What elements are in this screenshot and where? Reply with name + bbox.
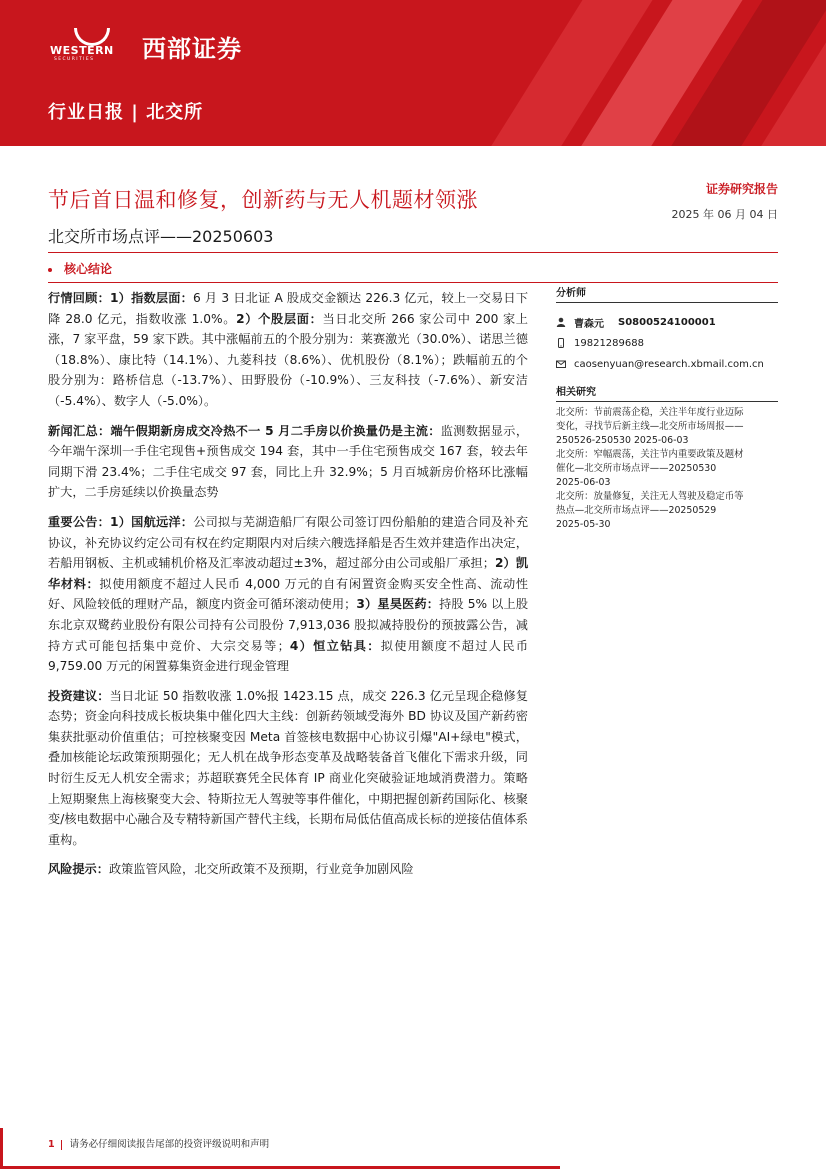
logo-cn: 西部证券 [142, 34, 242, 63]
sidebar [556, 284, 778, 532]
paragraph-lead: 行情回顾： [48, 291, 110, 305]
corner-decor [0, 1128, 3, 1169]
body-paragraph [48, 512, 528, 677]
page-number: 1 [48, 1139, 55, 1150]
paragraph-subheading: 2）个股层面： [236, 311, 323, 326]
logo-en: WESTERN [50, 44, 114, 57]
paragraph-subheading: 4）恒立钻具： [289, 638, 381, 653]
report-date: 2025 年 06 月 04 日 [671, 208, 778, 221]
report-category: 行业日报 | 北交所 [48, 102, 204, 123]
body-paragraph [48, 686, 528, 851]
analyst-phone: 19821289688 [574, 337, 644, 349]
report-subtitle: 北交所市场点评——20250603 [48, 227, 274, 246]
analyst-cert: S0800524100001 [618, 316, 716, 328]
paragraph-text: 持股 5% 以上股东北京双鹭药业股份有限公司持有公司股份 7,913,036 股拟减持股份的预披露公告，减持方式可能包括集中竞价、大宗交易等； [48, 597, 529, 653]
bullet-icon [48, 268, 52, 272]
related-line: 北交所：放量修复，关注无人驾驶及稳定币等 [556, 491, 744, 502]
analyst-block [556, 313, 778, 373]
paragraph-text: 政策监管风险，北交所政策不及预期，行业竞争加剧风险 [108, 862, 414, 877]
body-paragraph [48, 421, 528, 503]
paragraph-lead: 重要公告： [48, 514, 111, 529]
analyst-name: 曹森元 [574, 318, 604, 330]
phone-icon [556, 338, 566, 348]
footer [48, 1136, 269, 1150]
analyst-email[interactable]: caosenyuan@research.xbmail.com.cn [574, 358, 764, 370]
paragraph-text: 6 月 3 日北证 A 股成交金额达 226.3 亿元，较上一交易日下降 28.0 亿元，指数收涨 1.0%。 [48, 291, 529, 326]
paragraph-lead: 新闻汇总： [48, 423, 111, 438]
paragraph-text: 拟使用额度不超过人民币 9,759.00 万元的闲置募集资金进行现金管理 [48, 638, 529, 674]
body-paragraph [48, 859, 528, 880]
core-conclusion-heading [48, 260, 112, 277]
related-line: 变化，寻找节后新主线—北交所市场周报—— [556, 421, 744, 432]
related-list [556, 406, 778, 531]
body-paragraph [48, 288, 528, 412]
footer-divider [61, 1140, 62, 1150]
person-icon [556, 317, 566, 327]
company-logo [48, 28, 242, 64]
related-line: 热点—北交所市场点评——20250529 [556, 505, 717, 516]
logo-mark [48, 28, 136, 64]
paragraph-subheading: 3）星昊医药： [356, 597, 440, 612]
paragraph-subheading: 1）指数层面： [109, 291, 194, 305]
paragraph-text: 当日北证 50 指数收涨 1.0%报 1423.15 点，成交 226.3 亿元呈现企稳修复态势；资金向科技成长板块集中催化四大主线：创新药领域受海外 BD 协议及国产新药密集获批驱动价值重估；可控核聚变因 Meta 首签核电数据中心协议引爆"AI+绿电"模式，叠加核能论坛政策预期强化；无人机在战争形态变革及战略装备首飞催化下需求升级，同时衍生反无人机安全需求；苏超联赛凭全民体育 IP 商业化突破验证地域消费潜力。策略上短期聚焦上海核聚变大会、特斯拉无人驾驶等事件催化，中期把握创新药国际化、核聚变/核电数据中心融合及专精特新国产替代主线，长期布局低估值高成长标的逆接估值体系重构。 [48, 688, 529, 847]
related-line: 250526-250530 2025-06-03 [556, 435, 689, 446]
divider [48, 252, 778, 253]
report-body [48, 288, 528, 889]
footer-disclaimer: 请务必仔细阅读报告尾部的投资评级说明和声明 [69, 1139, 270, 1150]
paragraph-subheading: 1）国航远洋： [110, 514, 194, 529]
phone-row [556, 334, 778, 352]
related-research [556, 383, 778, 531]
paragraph-subheading: 2）凯华材料： [48, 556, 529, 591]
analyst-header: 分析师 [556, 284, 778, 303]
related-line: 北交所：节前震荡企稳，关注半年度行业迈际 [556, 407, 744, 418]
divider [48, 282, 778, 283]
analyst-row [556, 313, 778, 331]
report-title: 节后首日温和修复，创新药与无人机题材领涨 [48, 188, 478, 212]
paragraph-text: 当日北交所 266 家公司中 200 家上涨，7 家平盘，59 家下跌。其中涨幅前五的个股分别为：莱赛激光（30.0%）、诺思兰德（18.8%）、康比特（14.1%）、九菱科技（8.6%）、优机股份（8.1%）；跌幅前五的个股分别为：路桥信息（-13.7%）、田野股份（-10.9%）、三友科技（-7.6%）、新安洁（-5.4%）、数字人（-5.0%）。 [48, 311, 528, 408]
report-type: 证券研究报告 [705, 182, 778, 196]
logo-sub: SECURITIES [54, 57, 95, 62]
core-label: 核心结论 [64, 262, 113, 276]
related-line: 2025-06-03 [556, 477, 611, 488]
related-line: 北交所：窄幅震荡，关注节内重要政策及题材 [556, 449, 744, 460]
paragraph-lead: 投资建议： [48, 688, 110, 703]
header-banner [0, 0, 826, 146]
related-line: 催化—北交所市场点评——20250530 [556, 463, 717, 474]
paragraph-lead: 风险提示： [48, 862, 109, 877]
mail-icon [556, 359, 566, 369]
related-line: 2025-05-30 [556, 519, 611, 530]
paragraph-text: 公司拟与芜湖造船厂有限公司签订四份船舶的建造合同及补充协议，补充协议约定公司有权在约定期限内对后续六艘选择船是否生效并建造作出决定，若船用钢板、主机或辅机价格及汇率波动超过±3%，超过部分由公司或船厂承担； [48, 514, 529, 571]
email-row [556, 355, 778, 373]
paragraph-text: 拟使用额度不超过人民币 4,000 万元的自有闲置资金购买安全性高、流动性好、风险较低的理财产品，额度内资金可循环滚动使用； [48, 576, 529, 612]
paragraph-text: 监测数据显示，今年端午深圳一手住宅现售+预售成交 194 套，其中一手住宅预售成交 167 套，较去年同期下滑 23.4%；二手住宅成交 97 套，同比上升 32.9%；5 月百城新房价格环比涨幅扩大，二手房延续以价换量态势 [48, 423, 529, 500]
related-header: 相关研究 [556, 383, 778, 402]
paragraph-subheading: 端午假期新房成交冷热不一 5 月二手房以价换量仍是主流： [110, 423, 441, 438]
